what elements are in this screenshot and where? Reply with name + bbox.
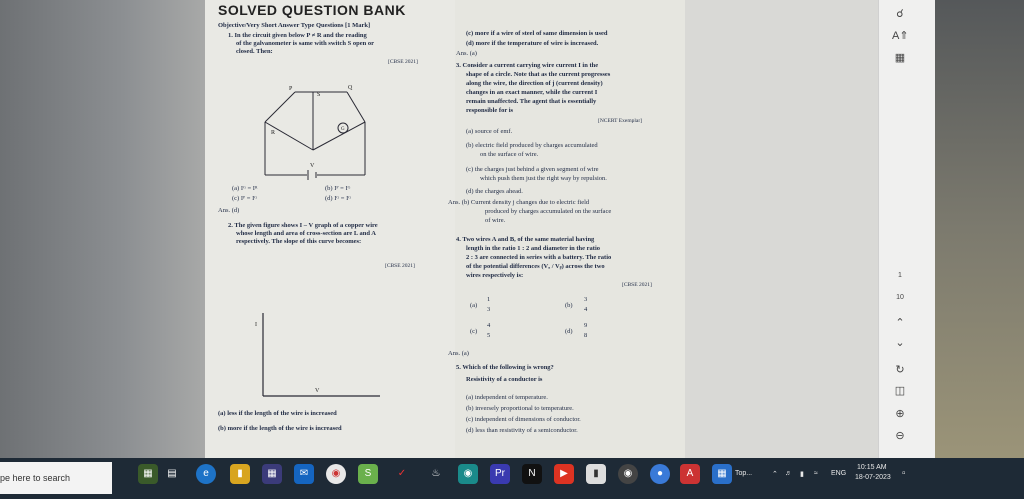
q3-answer-line3: of wire. [485,217,506,224]
circuit-diagram [255,70,375,185]
page-heading: SOLVED QUESTION BANK [218,2,406,18]
q4-a-den: 3 [487,306,491,313]
circuit-label-p: P [289,86,293,92]
wifi-icon[interactable]: ≈ [814,470,818,477]
q3-line3: along the wire, the direction of j (current density) [466,80,603,87]
circuit-label-v: V [310,163,315,169]
q2-option-b: (b) more if the length of the wire is increased [218,425,342,432]
circuit-label-s: S [317,92,321,98]
q1-option-b: (b) Iᴾ = Iᴳ [325,185,351,192]
q4-d-num: 9 [584,322,588,329]
store-icon[interactable]: ▦ [262,464,282,484]
q5-option-a: (a) independent of temperature. [466,394,548,401]
q4-b-den: 4 [584,306,588,313]
tray-chevron-up-icon[interactable]: ⌃ [772,471,778,478]
chevron-up-icon[interactable]: ⌃ [895,317,905,329]
top-news-label[interactable]: Top... [735,470,753,477]
section-title: Objective/Very Short Answer Type Questions [1 Mark] [218,22,371,29]
desktop-background-left [0,0,205,458]
fit-page-icon[interactable]: ◫ [894,385,906,397]
q3-answer-line2: produced by charges accumulated on the surface [485,208,612,215]
app-icon-file[interactable]: ▮ [586,464,606,484]
q3-line2: shape of a circle. Note that as the current progresses [466,71,611,78]
q1-answer: Ans. (d) [218,207,240,214]
q1-line3: closed. Then: [236,48,273,55]
q3-line4: changes in an exact manner, while the current I [466,89,598,96]
q4-line2: length in the ratio 1 : 2 and diameter in the ratio [466,245,601,252]
app-icon-blue[interactable]: ● [650,464,670,484]
zoom-out-icon[interactable]: ⊖ [895,430,905,442]
app-icon-paint[interactable]: ♨ [431,468,441,479]
q4-option-a: (a) [470,302,478,309]
read-aloud-icon[interactable]: A⇑ [892,30,909,42]
q3-line5: remain unaffected. The agent that is essentially [466,98,597,105]
edge-icon[interactable]: e [196,464,216,484]
q4-option-b: (b) [565,302,573,309]
iv-axis-v: V [315,388,320,394]
q3-option-b2: on the surface of wire. [480,151,539,158]
app-icon-check[interactable]: ✓ [397,468,407,479]
q5-option-b: (b) inversely proportional to temperature. [466,405,574,412]
q3-option-a: (a) source of emf. [466,128,513,135]
q5-option-c: (c) independent of dimensions of conductor. [466,416,581,423]
q4-line1: 4. Two wires A and B, of the same material having [456,236,595,243]
grid-icon[interactable]: ▦ [894,52,906,64]
q2-option-c: (c) more if a wire of steel of same dimension is used [466,30,608,37]
q3-option-d: (d) the charges ahead. [466,188,523,195]
iv-graph [255,308,385,403]
zoom-in-icon[interactable]: ⊕ [895,408,905,420]
q3-line6: responsible for is [466,107,514,114]
circuit-label-r: R [271,130,276,136]
desktop-background-right [935,0,1024,458]
q4-c-den: 5 [487,332,491,339]
app-icon-n[interactable]: N [522,464,542,484]
battery-icon[interactable]: ▮ [800,471,804,478]
q2-line1: 2. The given figure shows I – V graph of a copper wire [228,222,378,229]
q4-line4: of the potential differences (Vₐ / Vᵦ) across the two [466,263,605,270]
q1-line1: 1. In the circuit given below P ≠ R and the reading [228,32,367,39]
q4-line3: 2 : 3 are connected in series with a battery. The ratio [466,254,612,261]
widgets-icon[interactable]: ▤ [167,468,177,479]
language-indicator[interactable]: ENG [831,470,847,477]
mail-icon[interactable]: ✉ [294,464,314,484]
notification-icon[interactable]: ▫ [902,468,906,479]
circuit-label-g: G [341,127,345,132]
q4-d-den: 8 [584,332,588,339]
q5-option-d: (d) less than resistivity of a semiconductor. [466,427,578,434]
q3-option-b1: (b) electric field produced by charges accumulated [466,142,598,149]
q4-a-num: 1 [487,296,491,303]
clock-date[interactable]: 18-07-2023 [855,474,891,481]
q1-tag: [CBSE 2021] [388,59,418,65]
q5-line2: Resistivity of a conductor is [466,376,543,383]
circuit-label-q: Q [348,85,353,91]
q4-option-c: (c) [470,328,478,335]
page-total: 10 [896,294,904,301]
volume-icon[interactable]: ♬ [785,470,792,477]
q1-option-a: (a) Iᴳ = Iᴿ [232,185,258,192]
q3-tag: [NCERT Exemplar] [598,118,643,124]
q1-option-c: (c) Iᴾ = Iᴳ [232,195,258,202]
q2-answer: Ans. (a) [456,50,477,57]
q3-line1: 3. Consider a current carrying wire current I in the [456,62,599,69]
q2-line3: respectively. The slope of this curve becomes: [236,238,362,245]
q2-tag: [CBSE 2021] [385,263,415,269]
chrome-icon[interactable]: ◉ [326,464,346,484]
taskbar-search-input[interactable]: pe here to search [0,462,112,494]
q4-option-d: (d) [565,328,573,335]
q4-b-num: 3 [584,296,588,303]
q1-line2: of the galvanometer is same with switch S open or [236,40,374,47]
q3-answer-line1: Ans. (b) Current density j changes due to electric field [448,199,590,206]
app-icon-pr[interactable]: Pr [490,464,510,484]
q2-option-a: (a) less if the length of the wire is increased [218,410,337,417]
q4-line5: wires respectively is: [466,272,524,279]
q5-line1: 5. Which of the following is wrong? [456,364,554,371]
q4-tag: [CBSE 2021] [622,282,652,288]
app-icon-top[interactable]: ▦ [712,464,732,484]
rotate-icon[interactable]: ↻ [895,364,905,376]
app-icon-red[interactable]: ▶ [554,464,574,484]
q4-c-num: 4 [487,322,491,329]
app-icon-teal[interactable]: ◉ [458,464,478,484]
q4-answer: Ans. (a) [448,350,469,357]
chevron-down-icon[interactable]: ⌄ [895,337,905,349]
app-icon-dark[interactable]: ◉ [618,464,638,484]
q3-option-c2: which push them just the right way by repulsion. [480,175,607,182]
iv-axis-i: I [255,322,257,328]
q3-option-c1: (c) the charges just behind a given segment of wire [466,166,599,173]
app-icon-green[interactable]: S [358,464,378,484]
ask-icon[interactable]: ☌ [896,8,904,20]
pdf-reader-icon[interactable]: A [680,464,700,484]
q2-option-d: (d) more if the temperature of wire is increased. [466,40,599,47]
clock-time[interactable]: 10:15 AM [857,464,887,471]
file-explorer-icon[interactable]: ▮ [230,464,250,484]
page-number-badge[interactable]: 1 [898,272,902,279]
task-view-icon[interactable]: ▦ [138,464,158,484]
q1-option-d: (d) Iᴳ = Iᴳ [325,195,352,202]
q2-line2: whose length and area of cross-section are L and A [236,230,376,237]
viewer-background [685,0,878,458]
